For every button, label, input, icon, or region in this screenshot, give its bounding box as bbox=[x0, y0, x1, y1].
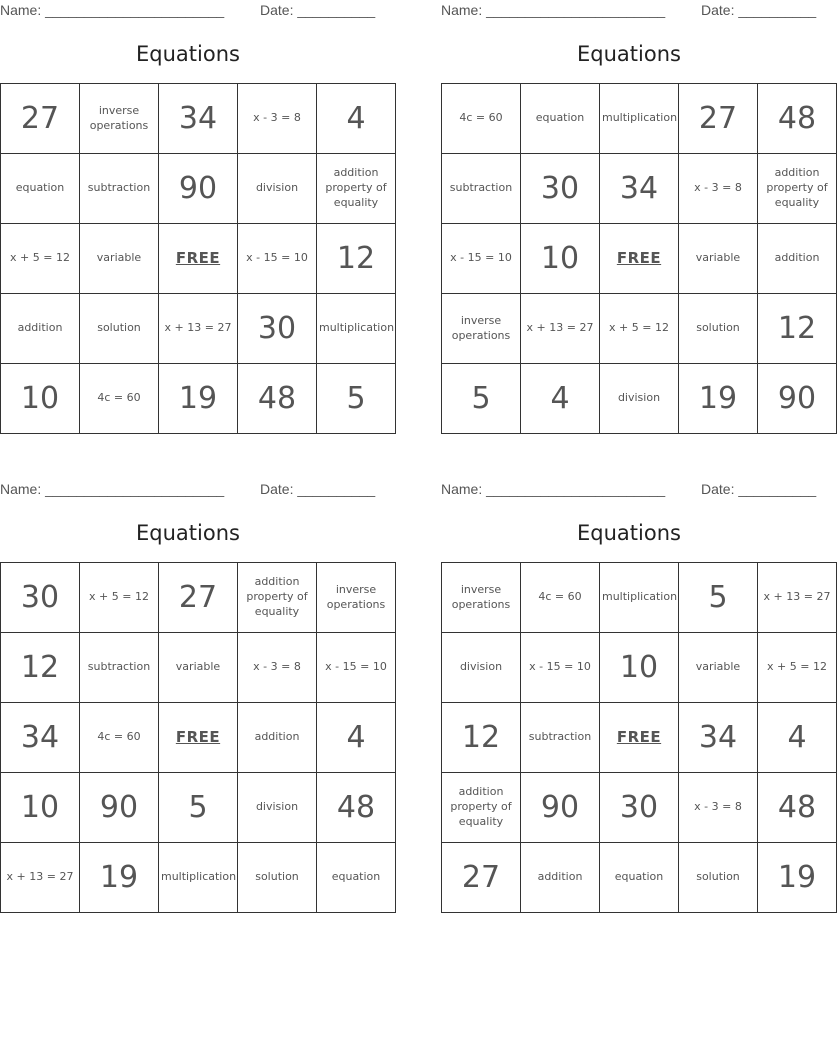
grid-cell: 5 bbox=[159, 773, 238, 843]
bingo-grid bbox=[441, 562, 837, 913]
grid-cell: x - 3 = 8 bbox=[238, 84, 317, 154]
bingo-grid bbox=[0, 562, 396, 913]
name-field: Name: _______________________ bbox=[0, 2, 225, 18]
date-field: Date: __________ bbox=[701, 481, 817, 497]
grid-cell: subtraction bbox=[521, 703, 600, 773]
grid-cell: 30 bbox=[600, 773, 679, 843]
grid-cell: 27 bbox=[1, 84, 80, 154]
bingo-grid bbox=[0, 83, 396, 434]
grid-row bbox=[1, 154, 396, 224]
grid-row bbox=[1, 364, 396, 434]
grid-cell: x - 15 = 10 bbox=[442, 224, 521, 294]
grid-row bbox=[442, 224, 837, 294]
grid-cell: 4c = 60 bbox=[80, 364, 159, 434]
grid-cell: 19 bbox=[80, 843, 159, 913]
grid-cell: 12 bbox=[758, 294, 837, 364]
grid-cell: multiplication bbox=[600, 84, 679, 154]
grid-cell: x + 13 = 27 bbox=[1, 843, 80, 913]
grid-row bbox=[442, 773, 837, 843]
grid-cell: division bbox=[238, 154, 317, 224]
grid-row bbox=[1, 84, 396, 154]
grid-cell: variable bbox=[159, 633, 238, 703]
name-field: Name: _______________________ bbox=[441, 481, 666, 497]
grid-cell: multiplication bbox=[159, 843, 238, 913]
free-space-cell: FREE bbox=[600, 703, 679, 773]
grid-cell: equation bbox=[1, 154, 80, 224]
grid-cell: division bbox=[238, 773, 317, 843]
grid-cell: x - 3 = 8 bbox=[679, 773, 758, 843]
grid-row bbox=[442, 633, 837, 703]
bingo-grid bbox=[441, 83, 837, 434]
grid-cell: 5 bbox=[679, 563, 758, 633]
grid-cell: 27 bbox=[679, 84, 758, 154]
grid-cell: 10 bbox=[1, 364, 80, 434]
card-title: Equations bbox=[577, 521, 681, 545]
bingo-card bbox=[441, 0, 828, 434]
grid-cell: 34 bbox=[159, 84, 238, 154]
date-field: Date: __________ bbox=[701, 2, 817, 18]
grid-cell: 48 bbox=[758, 84, 837, 154]
grid-cell: x + 5 = 12 bbox=[600, 294, 679, 364]
grid-cell: addition property of equality bbox=[758, 154, 837, 224]
grid-cell: 10 bbox=[521, 224, 600, 294]
grid-cell: 30 bbox=[1, 563, 80, 633]
grid-row bbox=[1, 703, 396, 773]
name-field: Name: _______________________ bbox=[441, 2, 666, 18]
grid-cell: 10 bbox=[1, 773, 80, 843]
grid-cell: addition property of equality bbox=[238, 563, 317, 633]
grid-cell: 90 bbox=[758, 364, 837, 434]
date-field: Date: __________ bbox=[260, 2, 376, 18]
grid-cell: multiplication bbox=[317, 294, 396, 364]
grid-cell: division bbox=[600, 364, 679, 434]
grid-cell: 4c = 60 bbox=[521, 563, 600, 633]
grid-cell: inverse operations bbox=[442, 563, 521, 633]
grid-cell: addition bbox=[1, 294, 80, 364]
grid-cell: addition property of equality bbox=[317, 154, 396, 224]
grid-cell: 27 bbox=[442, 843, 521, 913]
card-title: Equations bbox=[136, 42, 240, 66]
grid-cell: 5 bbox=[442, 364, 521, 434]
name-field: Name: _______________________ bbox=[0, 481, 225, 497]
grid-cell: 27 bbox=[159, 563, 238, 633]
grid-cell: 30 bbox=[238, 294, 317, 364]
grid-cell: division bbox=[442, 633, 521, 703]
card-title: Equations bbox=[136, 521, 240, 545]
grid-cell: x - 15 = 10 bbox=[238, 224, 317, 294]
grid-cell: x + 13 = 27 bbox=[159, 294, 238, 364]
grid-row bbox=[442, 154, 837, 224]
grid-cell: subtraction bbox=[442, 154, 521, 224]
grid-cell: solution bbox=[80, 294, 159, 364]
grid-row bbox=[1, 843, 396, 913]
grid-cell: 34 bbox=[600, 154, 679, 224]
grid-cell: subtraction bbox=[80, 154, 159, 224]
grid-cell: 12 bbox=[442, 703, 521, 773]
grid-cell: x - 3 = 8 bbox=[679, 154, 758, 224]
grid-cell: equation bbox=[600, 843, 679, 913]
grid-cell: x + 5 = 12 bbox=[80, 563, 159, 633]
bingo-card bbox=[0, 479, 387, 913]
card-title: Equations bbox=[577, 42, 681, 66]
grid-cell: variable bbox=[679, 633, 758, 703]
grid-cell: variable bbox=[679, 224, 758, 294]
grid-cell: 4c = 60 bbox=[442, 84, 521, 154]
grid-cell: x + 13 = 27 bbox=[758, 563, 837, 633]
grid-cell: 10 bbox=[600, 633, 679, 703]
grid-row bbox=[442, 294, 837, 364]
bingo-card bbox=[441, 479, 831, 913]
grid-cell: 34 bbox=[679, 703, 758, 773]
grid-cell: addition property of equality bbox=[442, 773, 521, 843]
grid-row bbox=[442, 364, 837, 434]
grid-row bbox=[442, 84, 837, 154]
grid-cell: 4c = 60 bbox=[80, 703, 159, 773]
grid-cell: multiplication bbox=[600, 563, 679, 633]
grid-cell: x - 15 = 10 bbox=[317, 633, 396, 703]
grid-cell: 19 bbox=[159, 364, 238, 434]
grid-cell: 90 bbox=[159, 154, 238, 224]
grid-cell: inverse operations bbox=[80, 84, 159, 154]
grid-row bbox=[1, 563, 396, 633]
grid-cell: 4 bbox=[317, 84, 396, 154]
grid-cell: solution bbox=[679, 294, 758, 364]
grid-cell: 48 bbox=[238, 364, 317, 434]
grid-cell: solution bbox=[238, 843, 317, 913]
grid-cell: equation bbox=[521, 84, 600, 154]
grid-row bbox=[1, 633, 396, 703]
grid-cell: equation bbox=[317, 843, 396, 913]
grid-row bbox=[1, 773, 396, 843]
grid-row bbox=[442, 843, 837, 913]
grid-row bbox=[1, 224, 396, 294]
grid-cell: inverse operations bbox=[317, 563, 396, 633]
grid-cell: 48 bbox=[317, 773, 396, 843]
free-space-cell: FREE bbox=[600, 224, 679, 294]
grid-cell: 19 bbox=[679, 364, 758, 434]
grid-cell: 5 bbox=[317, 364, 396, 434]
grid-cell: addition bbox=[238, 703, 317, 773]
grid-cell: 48 bbox=[758, 773, 837, 843]
grid-row bbox=[1, 294, 396, 364]
grid-cell: 12 bbox=[1, 633, 80, 703]
grid-cell: 19 bbox=[758, 843, 837, 913]
grid-cell: x + 5 = 12 bbox=[758, 633, 837, 703]
grid-cell: x - 3 = 8 bbox=[238, 633, 317, 703]
free-space-cell: FREE bbox=[159, 224, 238, 294]
grid-cell: addition bbox=[758, 224, 837, 294]
grid-cell: 4 bbox=[317, 703, 396, 773]
grid-cell: x + 13 = 27 bbox=[521, 294, 600, 364]
grid-cell: inverse operations bbox=[442, 294, 521, 364]
grid-cell: solution bbox=[679, 843, 758, 913]
bingo-card bbox=[0, 0, 395, 434]
grid-cell: 4 bbox=[758, 703, 837, 773]
grid-cell: 12 bbox=[317, 224, 396, 294]
grid-cell: x - 15 = 10 bbox=[521, 633, 600, 703]
grid-cell: x + 5 = 12 bbox=[1, 224, 80, 294]
grid-cell: 34 bbox=[1, 703, 80, 773]
grid-cell: 30 bbox=[521, 154, 600, 224]
grid-cell: 90 bbox=[521, 773, 600, 843]
grid-row bbox=[442, 563, 837, 633]
grid-cell: addition bbox=[521, 843, 600, 913]
grid-cell: subtraction bbox=[80, 633, 159, 703]
grid-cell: 90 bbox=[80, 773, 159, 843]
grid-cell: 4 bbox=[521, 364, 600, 434]
date-field: Date: __________ bbox=[260, 481, 376, 497]
grid-cell: variable bbox=[80, 224, 159, 294]
free-space-cell: FREE bbox=[159, 703, 238, 773]
grid-row bbox=[442, 703, 837, 773]
